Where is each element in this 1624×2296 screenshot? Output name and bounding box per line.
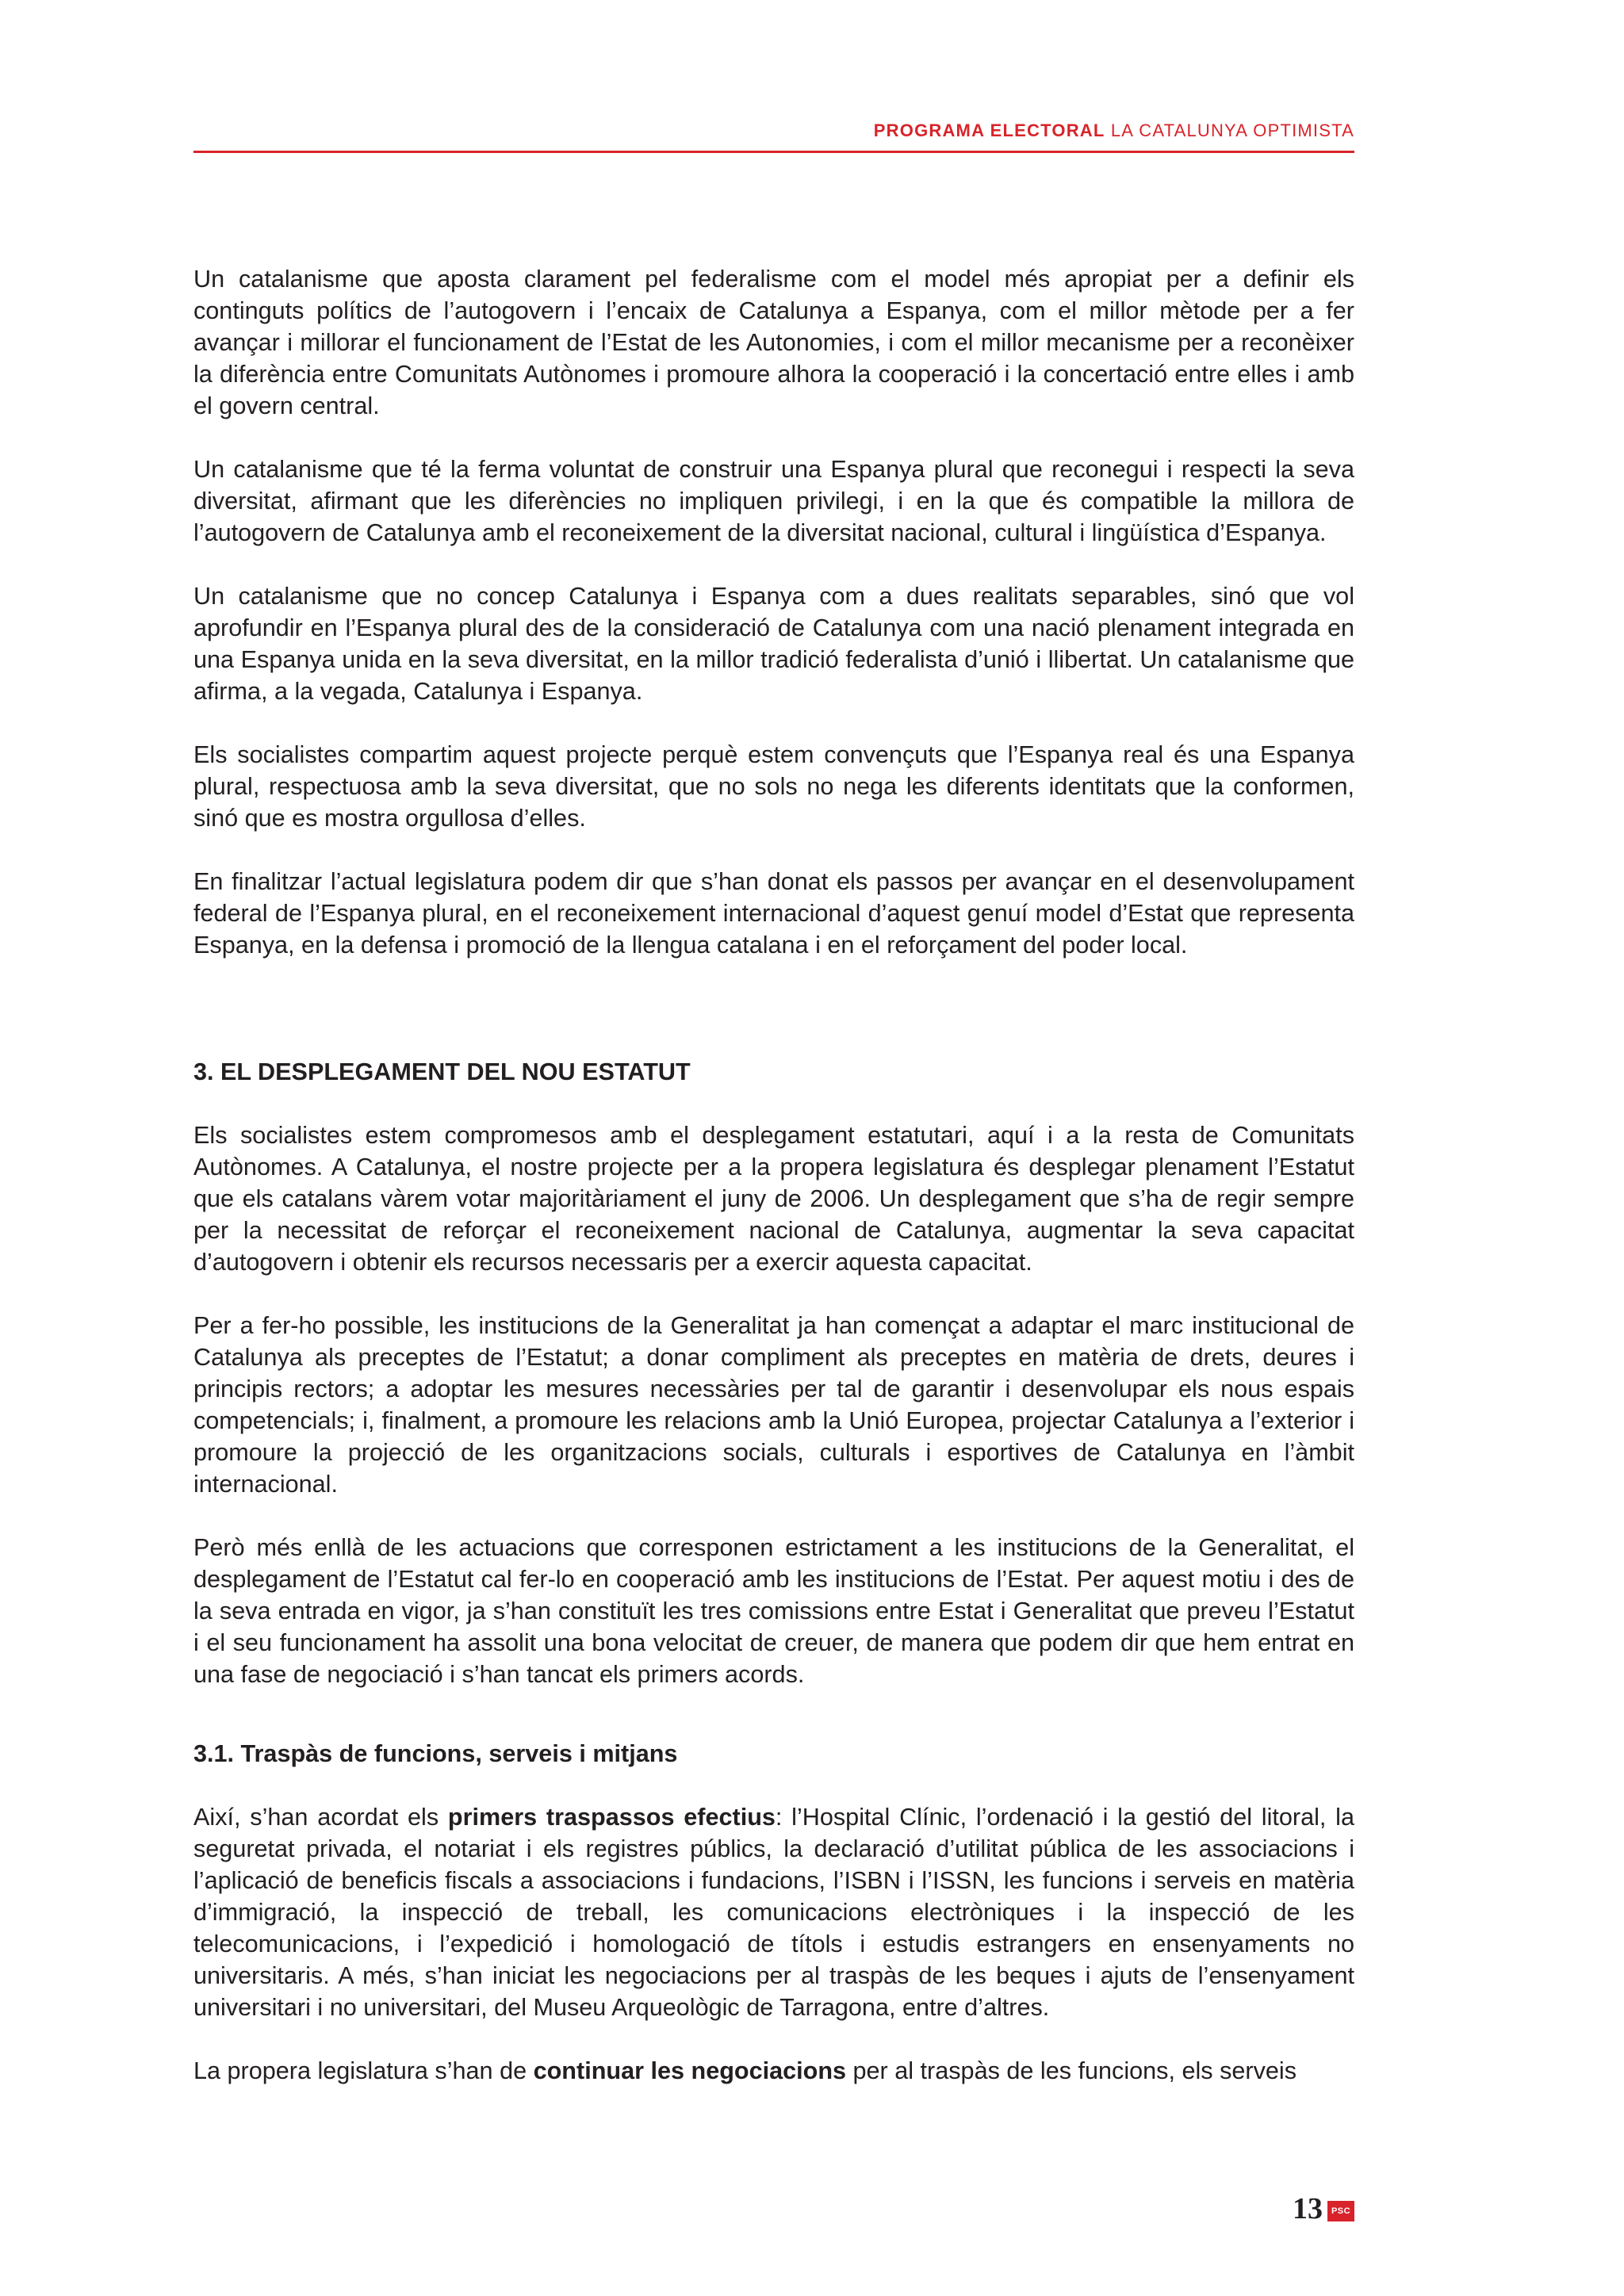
paragraph: Un catalanisme que té la ferma voluntat de construir una Espanya plural que reconegui i respecti la seva diversitat, afirmant que les diferències no impliquen privilegi, i en la que és compatible la millora de l’autogovern de Catalunya amb el reconeixement de la diversitat nacional, cultural i lingüística d’Espanya.: [193, 456, 1354, 546]
paragraph: Un catalanisme que no concep Catalunya i Espanya com a dues realitats separables, sinó que vol aprofundir en l’Espanya plural des de la consideració de Catalunya com una nació plenament integrada en una Espanya unida en la seva diversitat, en la millor tradició federalista d’unió i llibertat. Un catalanisme que afirma, a la vegada, Catalunya i Espanya.: [193, 583, 1354, 705]
paragraph: Els socialistes compartim aquest projecte perquè estem convençuts que l’Espanya real és una Espanya plural, respectuosa amb la seva diversitat, que no sols no nega les diferents identitats que la conformen, sinó que es mostra orgullosa d’elles.: [193, 741, 1354, 832]
paragraph: Els socialistes estem compromesos amb el desplegament estatutari, aquí i a la resta de Comunitats Autònomes. A Catalunya, el nostre projecte per a la propera legislatura és desplegar plenament l’Estatut que els catalans vàrem votar majoritàriament el juny de 2006. Un desplegament que s’ha de regir sempre per la necessitat de reforçar el reconeixement nacional de Catalunya, augmentar la seva capacitat d’autogovern i obtenir els recursos necessaris per a exercir aquesta capacitat.: [193, 1122, 1354, 1276]
page-header: [193, 119, 1354, 153]
text-run: per al traspàs de les funcions, els serveis: [846, 2057, 1297, 2084]
emphasis-text: primers traspassos efectius: [447, 1804, 776, 1831]
document-body: [193, 263, 1354, 2118]
paragraph: En finalitzar l’actual legislatura podem dir que s’han donat els passos per avançar en el desenvolupament federal de l’Espanya plural, en el reconeixement internacional d’aquest genuí model d’Estat que representa Espanya, en la defensa i promoció de la llengua catalana i en el reforçament del poder local.: [193, 868, 1354, 959]
text-run: Així, s’han acordat els: [193, 1804, 448, 1831]
paragraph: [193, 1801, 1354, 2023]
emphasis-text: continuar les negociacions: [533, 2057, 847, 2084]
header-title: [874, 121, 1354, 141]
paragraph: Un catalanisme que aposta clarament pel federalisme com el model més apropiat per a definir els continguts polítics de l’autogovern i l’encaix de Catalunya a Espanya, com el millor mètode per a fer avançar i millorar el funcionament de l’Estat de les Autonomies, i com el millor mecanisme per a reconèixer la diferència entre Comunitats Autònomes i promoure alhora la cooperació i la concertació entre elles i amb el govern central.: [193, 266, 1354, 419]
page-footer: [1293, 2193, 1354, 2225]
paragraph: Per a fer-ho possible, les institucions de la Generalitat ja han començat a adaptar el marc institucional de Catalunya als preceptes de l’Estatut; a donar compliment als preceptes en matèria de drets, deures i principis rectors; a adoptar les mesures necessàries per tal de garantir i desenvolupar els nous espais competencials; i, finalment, a promoure les relacions amb la Unió Europea, projectar Catalunya a l’exterior i promoure la projecció de les organitzacions socials, culturals i esportives de Catalunya en l’àmbit internacional.: [193, 1312, 1354, 1498]
section-heading: 3. EL DESPLEGAMENT DEL NOU ESTATUT: [193, 1058, 691, 1085]
paragraph: Però més enllà de les actuacions que corresponen estrictament a les institucions de la Generalitat, el desplegament de l’Estatut cal fer-lo en cooperació amb les institucions de l’Estat. Per aquest motiu i des de la seva entrada en vigor, ja s’han constituït les tres comissions entre Estat i Generalitat que preveu l’Estatut i el seu funcionament ha assolit una bona velocitat de creuer, de manera que podem dir que hem entrat en una fase de negociació i s’han tancat els primers acords.: [193, 1534, 1354, 1688]
text-run: La propera legislatura s’han de: [193, 2057, 534, 2084]
header-title-regular: LA CATALUNYA OPTIMISTA: [1110, 121, 1354, 140]
header-title-bold: PROGRAMA ELECTORAL: [873, 121, 1105, 140]
text-run: : l’Hospital Clínic, l’ordenació i la gestió del litoral, la seguretat privada, el notariat i els registres públics, la declaració d’utilitat pública de les associacions i l’aplicació de beneficis fiscals a associacions i fundacions, l’ISBN i l’ISSN, les funcions i serveis en matèria d’immigració, la inspecció de treball, les comunicacions electròniques i la inspecció de les telecomunicacions, i l’expedició i homologació de títols i estudis estrangers en ensenyaments no universitaris. A més, s’han iniciat les negociacions per al traspàs de les beques i ajuts de l’ensenyament universitari i no universitari, del Museu Arqueològic de Tarragona, entre d’altres.: [193, 1804, 1354, 2021]
page-number: 13: [1293, 2192, 1323, 2225]
subsection-heading: 3.1. Traspàs de funcions, serveis i mitjans: [193, 1740, 678, 1767]
psc-logo: PSC: [1327, 2201, 1354, 2221]
paragraph: [193, 2055, 1354, 2087]
